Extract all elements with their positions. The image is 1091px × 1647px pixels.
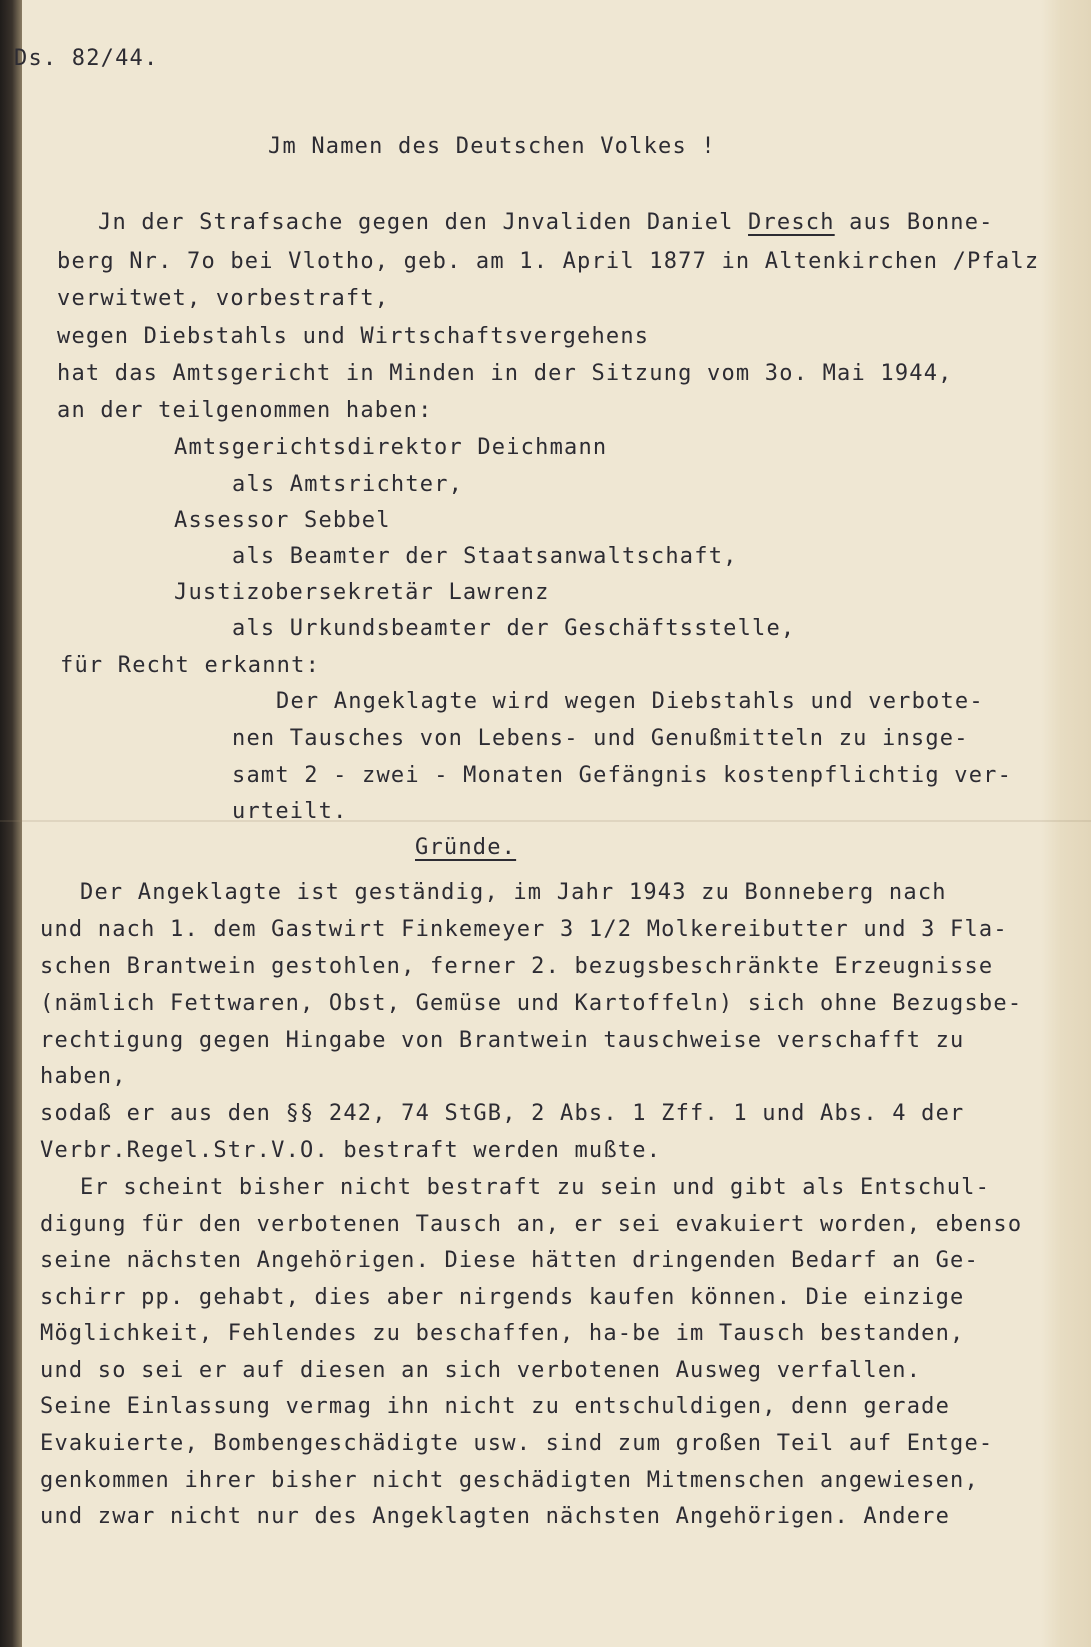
intro-line-5: hat das Amtsgericht in Minden in der Sitzung vom 3o. Mai 1944, (57, 361, 953, 386)
reasons-line-1: Der Angeklagte ist geständig, im Jahr 1943 zu Bonneberg nach (80, 880, 947, 905)
reasons-heading: Gründe. (415, 835, 517, 860)
intro-line-4: wegen Diebstahls und Wirtschaftsvergehens (57, 324, 650, 349)
reasons-line-2: und nach 1. dem Gastwirt Finkemeyer 3 1/2 Molkereibutter und 3 Fla- (40, 917, 1008, 942)
reasons-line-10: digung für den verbotenen Tausch an, er sei evakuiert worden, ebenso (40, 1212, 1023, 1237)
reasons-line-4: (nämlich Fettwaren, Obst, Gemüse und Kartoffeln) sich ohne Bezugsbe- (40, 991, 1023, 1016)
reasons-line-5: rechtigung gegen Hingabe von Brantwein tauschweise verschafft zu (40, 1028, 965, 1053)
reasons-line-16: Evakuierte, Bombengeschädigte usw. sind zum großen Teil auf Entge- (40, 1431, 994, 1456)
participant-judge: Amtsgerichtsdirektor Deichmann (174, 435, 608, 460)
participant-judge-role: als Amtsrichter, (232, 472, 464, 497)
intro-line-1 (98, 208, 994, 238)
binding-edge (0, 0, 22, 1647)
reasons-line-18: und zwar nicht nur des Angeklagten nächsten Angehörigen. Andere (40, 1504, 951, 1529)
defendant-name: Dresch (748, 210, 835, 235)
verdict-line-2: nen Tausches von Lebens- und Genußmitteln zu insge- (232, 726, 969, 751)
participant-clerk: Justizobersekretär Lawrenz (174, 580, 550, 605)
verdict-line-1: Der Angeklagte wird wegen Diebstahls und verbote- (276, 689, 984, 714)
participant-clerk-role: als Urkundsbeamter der Geschäftsstelle, (232, 616, 796, 641)
intro-line-6: an der teilgenommen haben: (57, 398, 433, 423)
intro-line-3: verwitwet, vorbestraft, (57, 286, 390, 311)
participant-prosecutor-role: als Beamter der Staatsanwaltschaft, (232, 544, 738, 569)
paper-fold (0, 820, 1091, 822)
file-reference: Ds. 82/44. (14, 46, 159, 71)
reasons-line-6: haben, (40, 1064, 127, 1089)
reasons-line-13: Möglichkeit, Fehlendes zu beschaffen, ha-be im Tausch bestanden, (40, 1321, 965, 1346)
reasons-line-15: Seine Einlassung vermag ihn nicht zu entschuldigen, denn gerade (40, 1394, 951, 1419)
intro-text: Jn der Strafsache gegen den Jnvaliden Daniel (98, 210, 749, 235)
document-heading: Jm Namen des Deutschen Volkes ! (268, 134, 716, 159)
reasons-line-3: schen Brantwein gestohlen, ferner 2. bezugsbeschränkte Erzeugnisse (40, 954, 994, 979)
intro-line-2: berg Nr. 7o bei Vlotho, geb. am 1. April 1877 in Altenkirchen /Pfalz (57, 249, 1040, 274)
reasons-line-17: genkommen ihrer bisher nicht geschädigten Mitmenschen angewiesen, (40, 1468, 979, 1493)
intro-tail: aus Bonne- (834, 210, 994, 235)
participant-prosecutor: Assessor Sebbel (174, 508, 391, 533)
reasons-line-11: seine nächsten Angehörigen. Diese hätten dringenden Bedarf an Ge- (40, 1248, 979, 1273)
reasons-line-9: Er scheint bisher nicht bestraft zu sein und gibt als Entschul- (80, 1175, 991, 1200)
page-edge (1041, 0, 1091, 1647)
verdict-line-3: samt 2 - zwei - Monaten Gefängnis kostenpflichtig ver- (232, 763, 1013, 788)
reasons-line-8: Verbr.Regel.Str.V.O. bestraft werden mußte. (40, 1138, 662, 1163)
reasons-line-14: und so sei er auf diesen an sich verbotenen Ausweg verfallen. (40, 1358, 922, 1383)
reasons-line-7: sodaß er aus den §§ 242, 74 StGB, 2 Abs. 1 Zff. 1 und Abs. 4 der (40, 1101, 965, 1126)
reasons-line-12: schirr pp. gehabt, dies aber nirgends kaufen können. Die einzige (40, 1285, 965, 1310)
verdict-line-4: urteilt. (232, 799, 348, 824)
verdict-intro: für Recht erkannt: (60, 653, 321, 678)
